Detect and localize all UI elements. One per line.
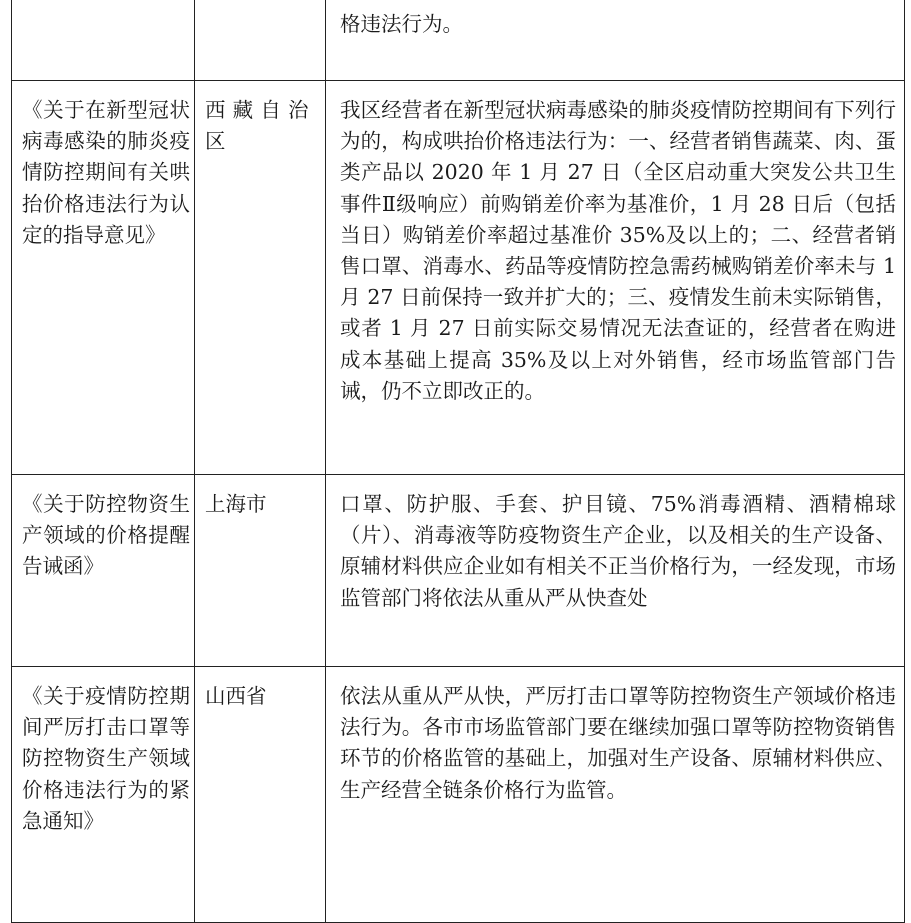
- table-row: [12, 667, 905, 923]
- policy-table: [11, 0, 905, 923]
- content-cell: 我区经营者在新型冠状病毒感染的肺炎疫情防控期间有下列行为的，构成哄抬价格违法行为：一、经营者销售蔬菜、肉、蛋类产品以 2020 年 1 月 27 日（全区启动重大突发公共卫生事件Ⅱ级响应）前购销差价率为基准价，1 月 28 日后（包括当日）购销差价率超过基准价 35%及以上的；二、经营者销售口罩、消毒水、药品等疫情防控急需药械购销差价率未与 1 月 27 日前保持一致并扩大的；三、疫情发生前未实际销售，或者 1 月 27 日前实际交易情况无法查证的，经营者在购进成本基础上提高 35%及以上对外销售，经市场监管部门告诫，仍不立即改正的。: [326, 81, 905, 475]
- table-row: [12, 0, 905, 81]
- document-title-cell: [12, 0, 195, 81]
- region-cell: 西藏自治区: [195, 81, 326, 475]
- document-title-cell: 《关于在新型冠状病毒感染的肺炎疫情防控期间有关哄抬价格违法行为认定的指导意见》: [12, 81, 195, 475]
- region-cell: 上海市: [195, 475, 326, 667]
- table-row: [12, 81, 905, 475]
- content-cell: 口罩、防护服、手套、护目镜、75%消毒酒精、酒精棉球（片）、消毒液等防疫物资生产企业，以及相关的生产设备、原辅材料供应企业如有相关不正当价格行为，一经发现，市场监管部门将依法从重从严从快查处: [326, 475, 905, 667]
- document-title-cell: 《关于防控物资生产领域的价格提醒告诫函》: [12, 475, 195, 667]
- content-cell: 依法从重从严从快，严厉打击口罩等防控物资生产领域价格违法行为。各市市场监管部门要在继续加强口罩等防控物资销售环节的价格监管的基础上，加强对生产设备、原辅材料供应、生产经营全链条价格行为监管。: [326, 667, 905, 923]
- region-cell: 山西省: [195, 667, 326, 923]
- content-cell: 格违法行为。: [326, 0, 905, 81]
- table-row: [12, 475, 905, 667]
- document-title-cell: 《关于疫情防控期间严厉打击口罩等防控物资生产领域价格违法行为的紧急通知》: [12, 667, 195, 923]
- region-cell: [195, 0, 326, 81]
